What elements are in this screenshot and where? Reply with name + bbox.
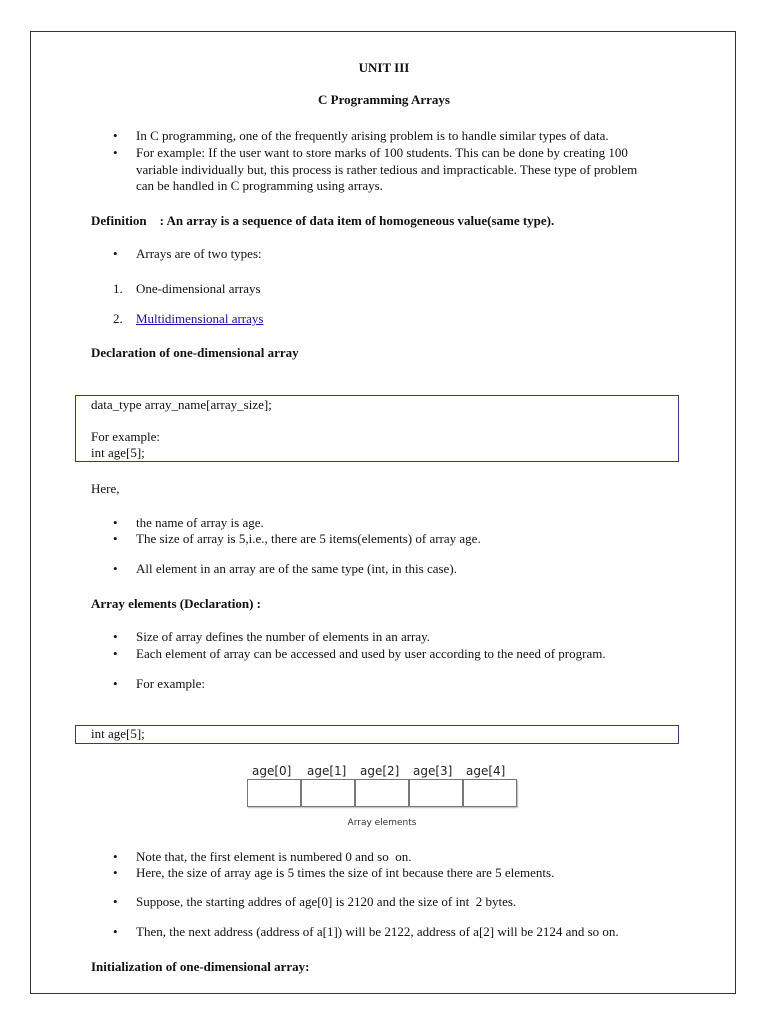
bullet-dot: •	[113, 246, 118, 261]
list-number: 2.	[113, 311, 123, 326]
notes-bullet-4: Then, the next address (address of a[1]) will be 2122, address of a[2] will be 2124 and so on.	[136, 924, 619, 939]
declaration-heading: Declaration of one-dimensional array	[91, 345, 299, 360]
notes-bullet-3: Suppose, the starting addres of age[0] is 2120 and the size of int 2 bytes.	[136, 894, 517, 909]
cell-label: age[3]	[413, 764, 453, 778]
cell-label: age[1]	[307, 764, 347, 778]
code-line: int age[5];	[91, 726, 145, 741]
array-cell	[463, 779, 517, 807]
list-number: 1.	[113, 281, 123, 296]
definition: Definition : An array is a sequence of data item of homogeneous value(same type).	[91, 213, 555, 228]
code-line: int age[5];	[91, 445, 145, 460]
code-box-example	[75, 725, 679, 744]
bullet-dot: •	[113, 561, 118, 576]
notes-bullet-1: Note that, the first element is numbered 0 and so on.	[136, 849, 412, 864]
type-one-dimensional: One-dimensional arrays	[136, 281, 261, 296]
elements-bullet-2: Each element of array can be accessed and used by user according to the need of program.	[136, 646, 606, 661]
intro-bullet-2-cont: can be handled in C programming using arrays.	[136, 178, 383, 193]
bullet-dot: •	[113, 145, 118, 160]
chapter-title: C Programming Arrays	[318, 92, 450, 107]
array-cell	[409, 779, 463, 807]
cell-label: age[0]	[252, 764, 292, 778]
bullet-dot: •	[113, 646, 118, 661]
code-line: For example:	[91, 429, 160, 444]
bullet-dot: •	[113, 676, 118, 691]
bullet-dot: •	[113, 865, 118, 880]
intro-bullet-2-cont: variable individually but, this process is rather tedious and impracticable. These type of problem	[136, 162, 638, 177]
intro-bullet-2: For example: If the user want to store marks of 100 students. This can be done by creating 100	[136, 145, 628, 160]
bullet-dot: •	[113, 849, 118, 864]
unit-title: UNIT III	[358, 60, 410, 75]
here-text: Here,	[91, 481, 120, 496]
bullet-dot: •	[113, 629, 118, 644]
array-diagram	[246, 760, 522, 834]
here-bullet-3: All element in an array are of the same type (int, in this case).	[136, 561, 457, 576]
cell-label: age[4]	[466, 764, 506, 778]
bullet-dot: •	[113, 924, 118, 939]
bullet-dot: •	[113, 128, 118, 143]
intro-bullet-1: In C programming, one of the frequently arising problem is to handle similar types of data.	[136, 128, 609, 143]
elements-heading: Array elements (Declaration) :	[91, 596, 262, 611]
init-heading: Initialization of one-dimensional array:	[91, 959, 310, 974]
bullet-dot: •	[113, 515, 118, 530]
cell-label: age[2]	[360, 764, 400, 778]
notes-bullet-2: Here, the size of array age is 5 times the size of int because there are 5 elements.	[136, 865, 555, 880]
elements-bullet-1: Size of array defines the number of elements in an array.	[136, 629, 431, 644]
here-bullet-2: The size of array is 5,i.e., there are 5 items(elements) of array age.	[136, 531, 481, 546]
multidimensional-arrays-link[interactable]: Multidimensional arrays	[136, 311, 264, 326]
array-cell	[247, 779, 301, 807]
array-cell	[301, 779, 355, 807]
array-caption: Array elements	[347, 818, 417, 828]
elements-bullet-3: For example:	[136, 676, 205, 691]
code-line: data_type array_name[array_size];	[91, 397, 272, 412]
bullet-dot: •	[113, 531, 118, 546]
array-cell	[355, 779, 409, 807]
types-bullet: Arrays are of two types:	[136, 246, 262, 261]
here-bullet-1: the name of array is age.	[136, 515, 264, 530]
bullet-dot: •	[113, 894, 118, 909]
